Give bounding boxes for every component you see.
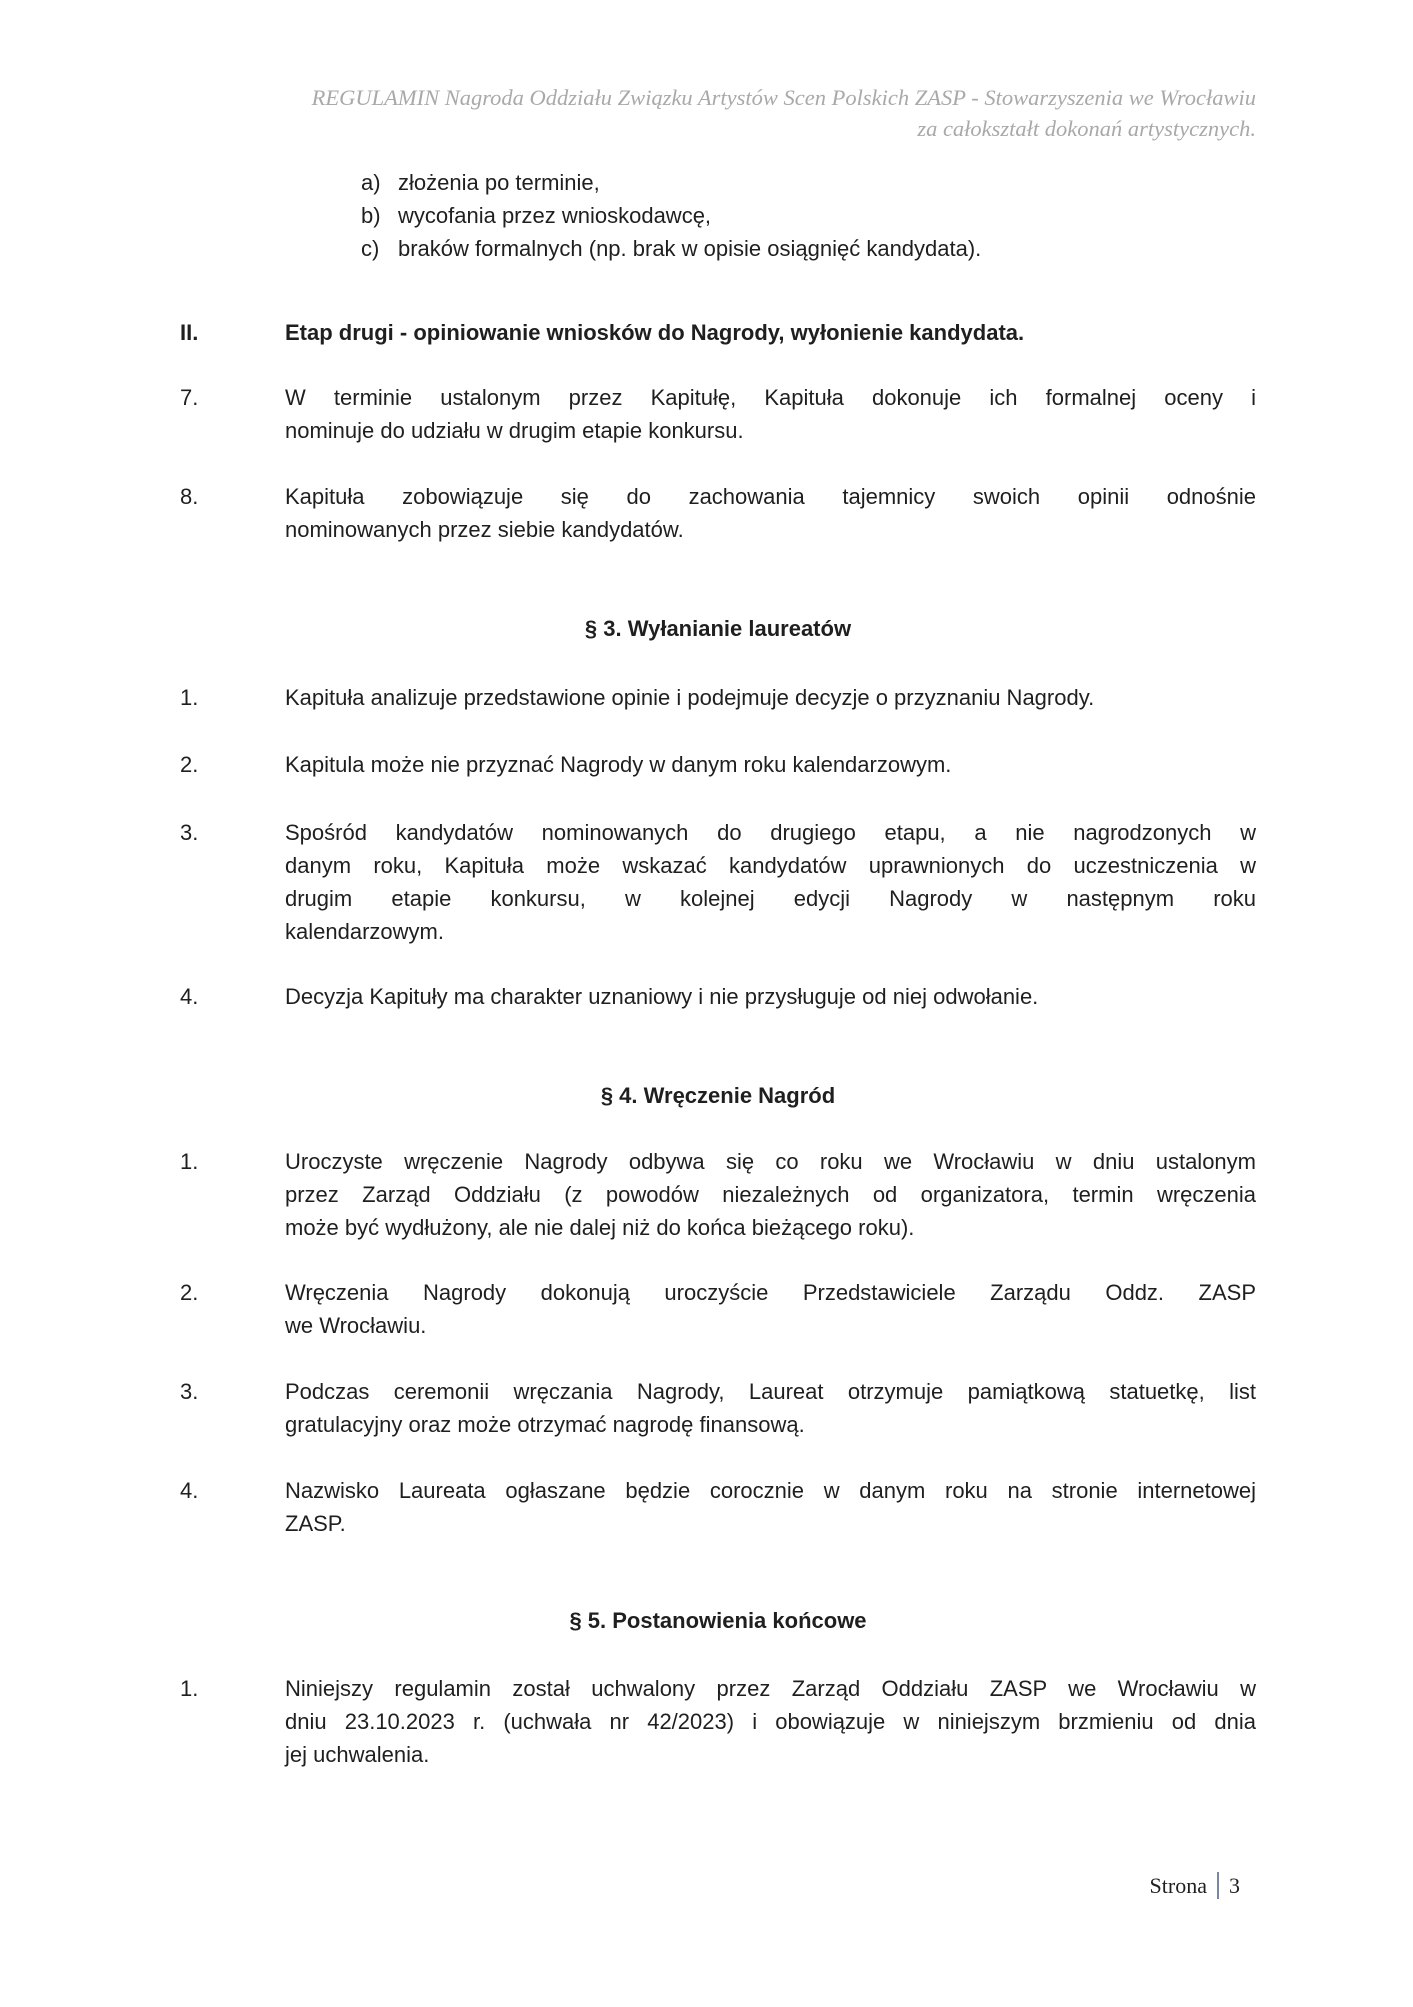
item-marker: 2. bbox=[180, 752, 199, 777]
paragraph-line: we Wrocławiu. bbox=[285, 1313, 427, 1338]
paragraph-line: drugim etapie konkursu, w kolejnej edycji Nagrody w następnym roku bbox=[285, 886, 1256, 911]
item-marker: 3. bbox=[180, 1379, 199, 1404]
paragraph-line: Kapituła zobowiązuje się do zachowania tajemnicy swoich opinii odnośnie bbox=[285, 484, 1256, 509]
sublist-item bbox=[361, 199, 1261, 232]
item-marker: 3. bbox=[180, 820, 199, 845]
numbered-paragraph bbox=[180, 1145, 1256, 1244]
item-marker: 8. bbox=[180, 484, 199, 509]
running-header bbox=[312, 82, 1256, 144]
running-header-line-2: za całokształt dokonań artystycznych. bbox=[917, 116, 1256, 141]
numbered-paragraph bbox=[180, 1375, 1256, 1441]
item-marker: 1. bbox=[180, 685, 199, 710]
footer-label: Strona bbox=[1149, 1873, 1207, 1898]
item-text: wycofania przez wnioskodawcę, bbox=[398, 203, 712, 228]
item-marker: 2. bbox=[180, 1280, 199, 1305]
paragraph-line: Niniejszy regulamin został uchwalony przez Zarząd Oddziału ZASP we Wrocławiu w bbox=[285, 1676, 1256, 1701]
section-heading: § 5. Postanowienia końcowe bbox=[569, 1608, 867, 1633]
paragraph-line: Spośród kandydatów nominowanych do drugiego etapu, a nie nagrodzonych w bbox=[285, 820, 1256, 845]
footer-page-number: 3 bbox=[1229, 1873, 1240, 1898]
item-text: złożenia po terminie, bbox=[398, 170, 600, 195]
item-marker: 1. bbox=[180, 1149, 199, 1174]
section-heading: § 4. Wręczenie Nagród bbox=[600, 1083, 836, 1108]
footer-separator bbox=[1217, 1872, 1219, 1899]
numbered-paragraph bbox=[180, 1672, 1256, 1771]
item-marker: 1. bbox=[180, 1676, 199, 1701]
running-header-line-1: REGULAMIN Nagroda Oddziału Związku Artystów Scen Polskich ZASP - Stowarzyszenia we Wrocławiu bbox=[311, 85, 1256, 110]
paragraph-line: Podczas ceremonii wręczania Nagrody, Laureat otrzymuje pamiątkową statuetkę, list bbox=[285, 1379, 1256, 1404]
sublist-item bbox=[361, 166, 1261, 199]
item-marker: c) bbox=[361, 236, 380, 261]
paragraph-line: dniu 23.10.2023 r. (uchwała nr 42/2023) i obowiązuje w niniejszym brzmieniu od dnia bbox=[285, 1709, 1256, 1734]
item-marker: 4. bbox=[180, 1478, 199, 1503]
item-marker: b) bbox=[361, 203, 381, 228]
paragraph-line: może być wydłużony, ale nie dalej niż do końca bieżącego roku). bbox=[285, 1215, 915, 1240]
paragraph-line: W terminie ustalonym przez Kapitułę, Kapituła dokonuje ich formalnej oceny i bbox=[285, 385, 1256, 410]
paragraph-line: kalendarzowym. bbox=[285, 919, 444, 944]
numbered-paragraph bbox=[180, 980, 1256, 1013]
paragraph-line: Decyzja Kapituły ma charakter uznaniowy i nie przysługuje od niej odwołanie. bbox=[285, 984, 1039, 1009]
item-marker: II. bbox=[180, 320, 199, 345]
item-text: braków formalnych (np. brak w opisie osiągnięć kandydata). bbox=[398, 236, 982, 261]
numbered-paragraph bbox=[180, 381, 1256, 447]
paragraph-line: ZASP. bbox=[285, 1511, 346, 1536]
page-footer bbox=[1150, 1869, 1240, 1902]
letter-sublist bbox=[361, 166, 1261, 265]
paragraph-line: przez Zarząd Oddziału (z powodów niezależnych od organizatora, termin wręczenia bbox=[285, 1182, 1256, 1207]
item-marker: a) bbox=[361, 170, 381, 195]
paragraph-line: Kapitula może nie przyznać Nagrody w danym roku kalendarzowym. bbox=[285, 752, 952, 777]
paragraph-line: nominowanych przez siebie kandydatów. bbox=[285, 517, 684, 542]
numbered-heading bbox=[180, 316, 1256, 349]
numbered-paragraph bbox=[180, 816, 1256, 948]
item-marker: 7. bbox=[180, 385, 199, 410]
sublist-item bbox=[361, 232, 1261, 265]
paragraph-line: Nazwisko Laureata ogłaszane będzie corocznie w danym roku na stronie internetowej bbox=[285, 1478, 1256, 1503]
section-heading: § 3. Wyłanianie laureatów bbox=[584, 616, 852, 641]
heading-text: Etap drugi - opiniowanie wniosków do Nagrody, wyłonienie kandydata. bbox=[285, 320, 1025, 345]
paragraph-line: Wręczenia Nagrody dokonują uroczyście Przedstawiciele Zarządu Oddz. ZASP bbox=[285, 1280, 1256, 1305]
paragraph-line: nominuje do udziału w drugim etapie konkursu. bbox=[285, 418, 744, 443]
paragraph-line: jej uchwalenia. bbox=[285, 1742, 430, 1767]
numbered-paragraph bbox=[180, 480, 1256, 546]
item-marker: 4. bbox=[180, 984, 199, 1009]
paragraph-line: danym roku, Kapituła może wskazać kandydatów uprawnionych do uczestniczenia w bbox=[285, 853, 1256, 878]
paragraph-line: gratulacyjny oraz może otrzymać nagrodę finansową. bbox=[285, 1412, 805, 1437]
numbered-paragraph bbox=[180, 748, 1256, 781]
numbered-paragraph bbox=[180, 1276, 1256, 1342]
numbered-paragraph bbox=[180, 1474, 1256, 1540]
paragraph-line: Kapituła analizuje przedstawione opinie i podejmuje decyzje o przyznaniu Nagrody. bbox=[285, 685, 1095, 710]
paragraph-line: Uroczyste wręczenie Nagrody odbywa się co roku we Wrocławiu w dniu ustalonym bbox=[285, 1149, 1256, 1174]
numbered-paragraph bbox=[180, 681, 1256, 714]
